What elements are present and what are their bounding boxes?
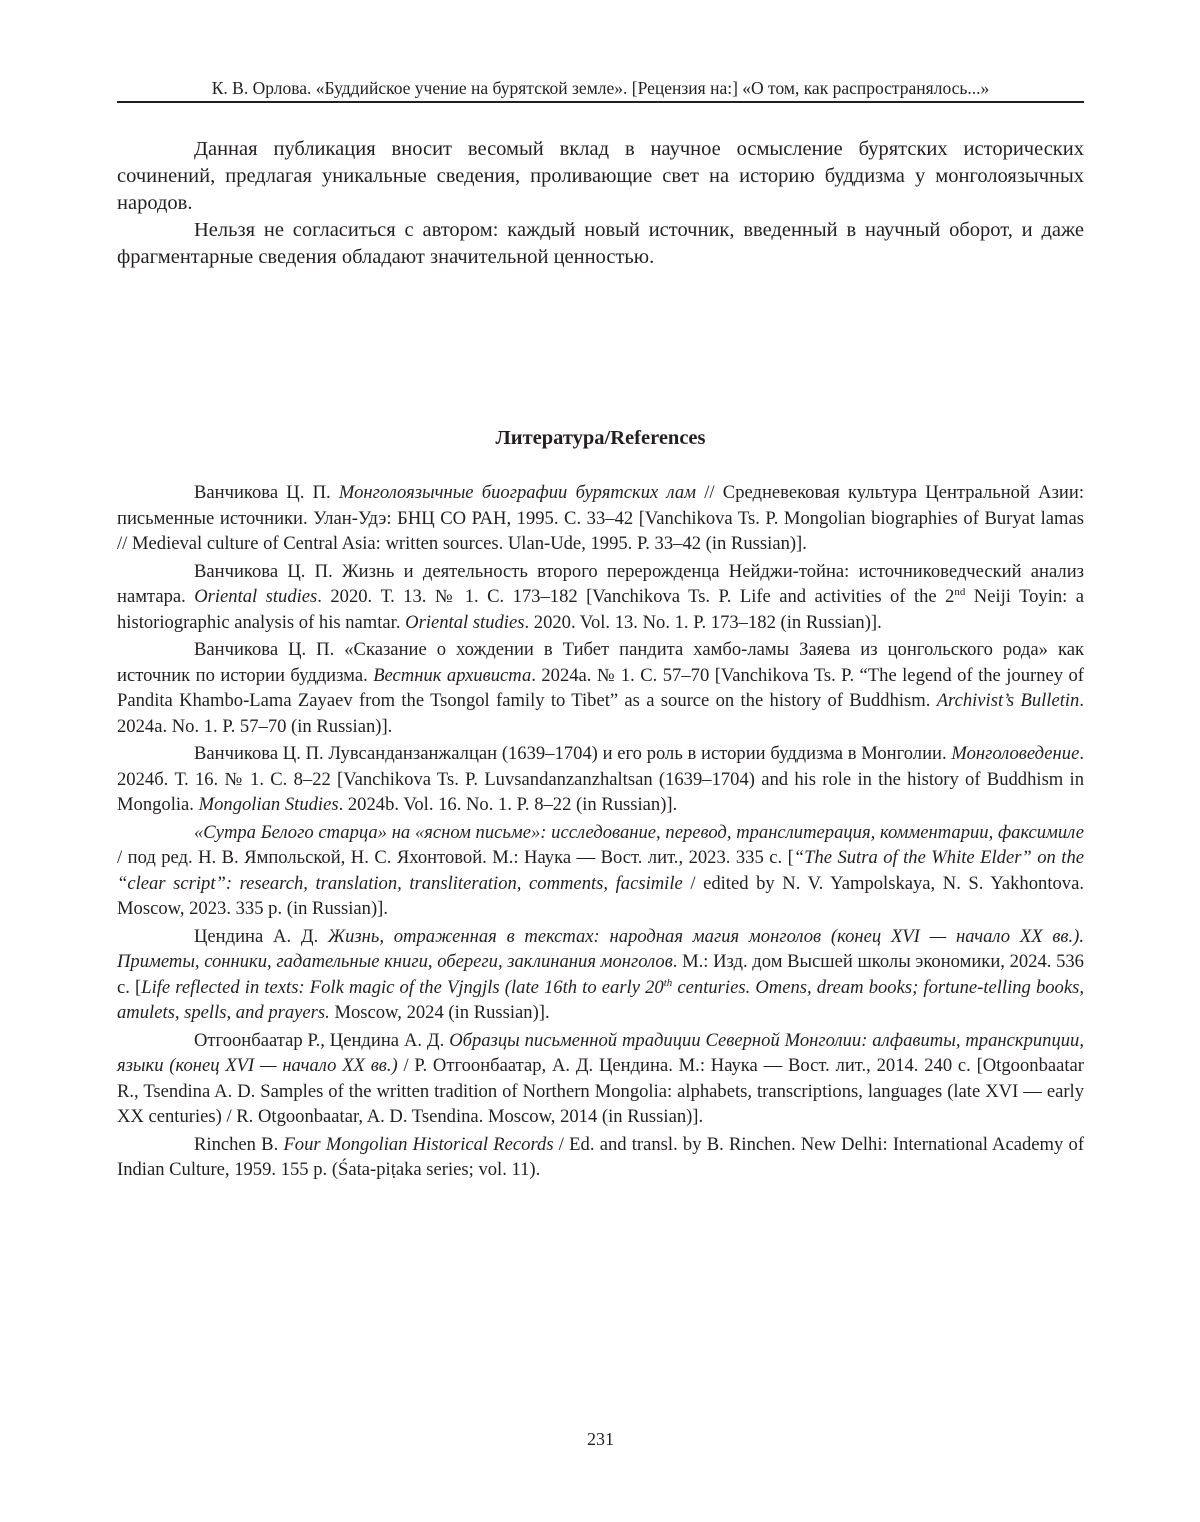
header-rule xyxy=(117,101,1084,103)
reference-text: Rinchen B. xyxy=(194,1133,284,1155)
reference-superscript: th xyxy=(663,976,673,989)
reference-text: . 2024а. № 1. С. 57–70 [Vanchikova Ts. P. “The legend of the journey of Pandita Khambo-Lama Zayaev from the Tsongol family to Tibet” as a source on the history of Buddhism. xyxy=(117,664,1084,711)
reference-text: / edited by N. V. Yampolskaya, N. S. Yakhontova. Moscow, 2023. 335 p. (in Russian)]. xyxy=(117,872,1084,919)
references-list xyxy=(117,480,1084,1185)
reference-item xyxy=(117,1028,1084,1130)
running-header: К. В. Орлова. «Буддийское учение на бурятской земле». [Рецензия на:] «О том, как распространялось...» xyxy=(211,78,990,98)
reference-text: . 2024a. No. 1. P. 57–70 (in Russian)]. xyxy=(117,690,1084,737)
reference-text: // Средневековая культура Центральной Азии: письменные источники. Улан-Удэ: БНЦ СО РАН, 1995. С. 33–42 [Vanchikova Ts. P. Mongolian biographies of Buryat lamas // Medieval culture of Central Asia: written sources. Ulan-Ude, 1995. P. 33–42 (in Russian)]. xyxy=(117,482,1084,554)
reference-text: Ванчикова Ц. П. Лувсанданзанжалцан (1639–1704) и его роль в истории буддизма в Монголии. xyxy=(194,743,952,764)
reference-italic-text: centuries. Omens, dream books; fortune-telling books, amulets, spells, and prayers. xyxy=(117,976,1084,1023)
reference-text: Ванчикова Ц. П. xyxy=(194,482,339,503)
reference-item xyxy=(117,1132,1084,1183)
reference-text: . 2024b. Vol. 16. No. 1. P. 8–22 (in Russian)]. xyxy=(338,794,678,815)
reference-italic-text: Вестник архивиста xyxy=(373,664,532,686)
reference-item xyxy=(117,559,1084,636)
reference-superscript: nd xyxy=(954,585,966,598)
reference-item xyxy=(117,924,1084,1026)
reference-italic-text: “The Sutra of the White Elder” on the “clear script”: research, translation, transliteration, comments, facsimile xyxy=(117,847,1085,894)
reference-text: Ванчикова Ц. П. «Сказание о хождении в Тибет пандита хамбо-ламы Заяева из цонгольского рода» как источник по истории буддизма. xyxy=(117,639,1084,686)
reference-italic-text: Four Mongolian Historical Records xyxy=(283,1133,554,1155)
reference-item xyxy=(117,820,1084,922)
reference-text: Ванчикова Ц. П. Жизнь и деятельность второго перерожденца Нейджи-тойна: источниковедческий анализ намтара. xyxy=(117,560,1084,607)
reference-text: Moscow, 2024 (in Russian)]. xyxy=(329,1002,550,1023)
reference-text: . 2020. Vol. 13. No. 1. P. 173–182 (in Russian)]. xyxy=(524,611,882,633)
reference-text: / под ред. Н. В. Ямпольской, Н. С. Яхонтовой. М.: Наука — Вост. лит., 2023. 335 с. [ xyxy=(117,847,794,868)
reference-italic-text: Oriental studies xyxy=(194,586,318,607)
reference-italic-text: Archivist’s Bulletin xyxy=(936,690,1080,711)
reference-text: Neiji Toyin: a historiographic analysis of his namtar. xyxy=(117,586,1085,633)
reference-text: Цендина А. Д. xyxy=(194,925,329,947)
references-heading: Литература/References xyxy=(495,427,706,449)
reference-text: . 2020. Т. 13. № 1. С. 173–182 [Vanchikova Ts. P. Life and activities of the 2 xyxy=(317,586,955,607)
body-paragraph: Данная публикация вносит весомый вклад в научное осмысление бурятских исторических сочинений, предлагая уникальные сведения, проливающие свет на историю буддизма у монголоязычных народов. xyxy=(117,138,1084,214)
reference-text: / Ed. and transl. by B. Rinchen. New Delhi: International Academy of Indian Culture, 1959. 155 p. (Śata-piṭaka series; vol. 11). xyxy=(117,1133,1085,1180)
reference-item xyxy=(117,637,1084,739)
reference-italic-text: Life reflected in texts: Folk magic of the Vjngjls (late 16th to early 20 xyxy=(141,976,664,998)
reference-text: . М.: Изд. дом Высшей школы экономики, 2024. 536 с. [ xyxy=(117,951,1084,998)
reference-text: . 2024б. Т. 16. № 1. С. 8–22 [Vanchikova Ts. P. Luvsandanzanzhaltsan (1639–1704) and his role in the history of Buddhism in Mongolia. xyxy=(117,743,1084,815)
reference-item xyxy=(117,480,1084,557)
body-text xyxy=(117,136,1084,271)
reference-italic-text: Oriental studies xyxy=(405,611,525,633)
reference-text: Отгоонбаатар Р., Цендина А. Д. xyxy=(194,1029,450,1051)
reference-italic-text: Mongolian Studies xyxy=(198,794,339,815)
reference-italic-text: Монголоведение xyxy=(951,743,1080,764)
reference-item xyxy=(117,741,1084,818)
reference-italic-text: Образцы письменной традиции Северной Монголии: алфавиты, транскрипции, языки (конец XVI — начало XX вв.) xyxy=(117,1029,1085,1076)
reference-text: / Р. Отгоонбаатар, А. Д. Цендина. М.: Наука — Вост. лит., 2014. 240 с. [Otgoonbaatar R., Tsendina A. D. Samples of the written tradition of Northern Mongolia: alphabets, transcriptions, languages (late XVI — early XX centuries) / R. Otgoonbaatar, A. D. Tsendina. Moscow, 2014 (in Russian)]. xyxy=(117,1055,1084,1127)
page-number: 231 xyxy=(587,1429,614,1449)
reference-italic-text: Жизнь, отраженная в текстах: народная магия монголов (конец XVI — начало XX вв.). Приметы, сонники, гадательные книги, обереги, заклинания монголов xyxy=(117,925,1084,972)
reference-italic-text: Монголоязычные биографии бурятских лам xyxy=(338,482,697,503)
body-paragraph: Нельзя не согласиться с автором: каждый новый источник, введенный в научный оборот, и даже фрагментарные сведения обладают значительной ценностью. xyxy=(117,219,1084,268)
reference-italic-text: «Сутра Белого старца» на «ясном письме»: исследование, перевод, транслитерация, комментарии, факсимиле xyxy=(194,821,1084,843)
